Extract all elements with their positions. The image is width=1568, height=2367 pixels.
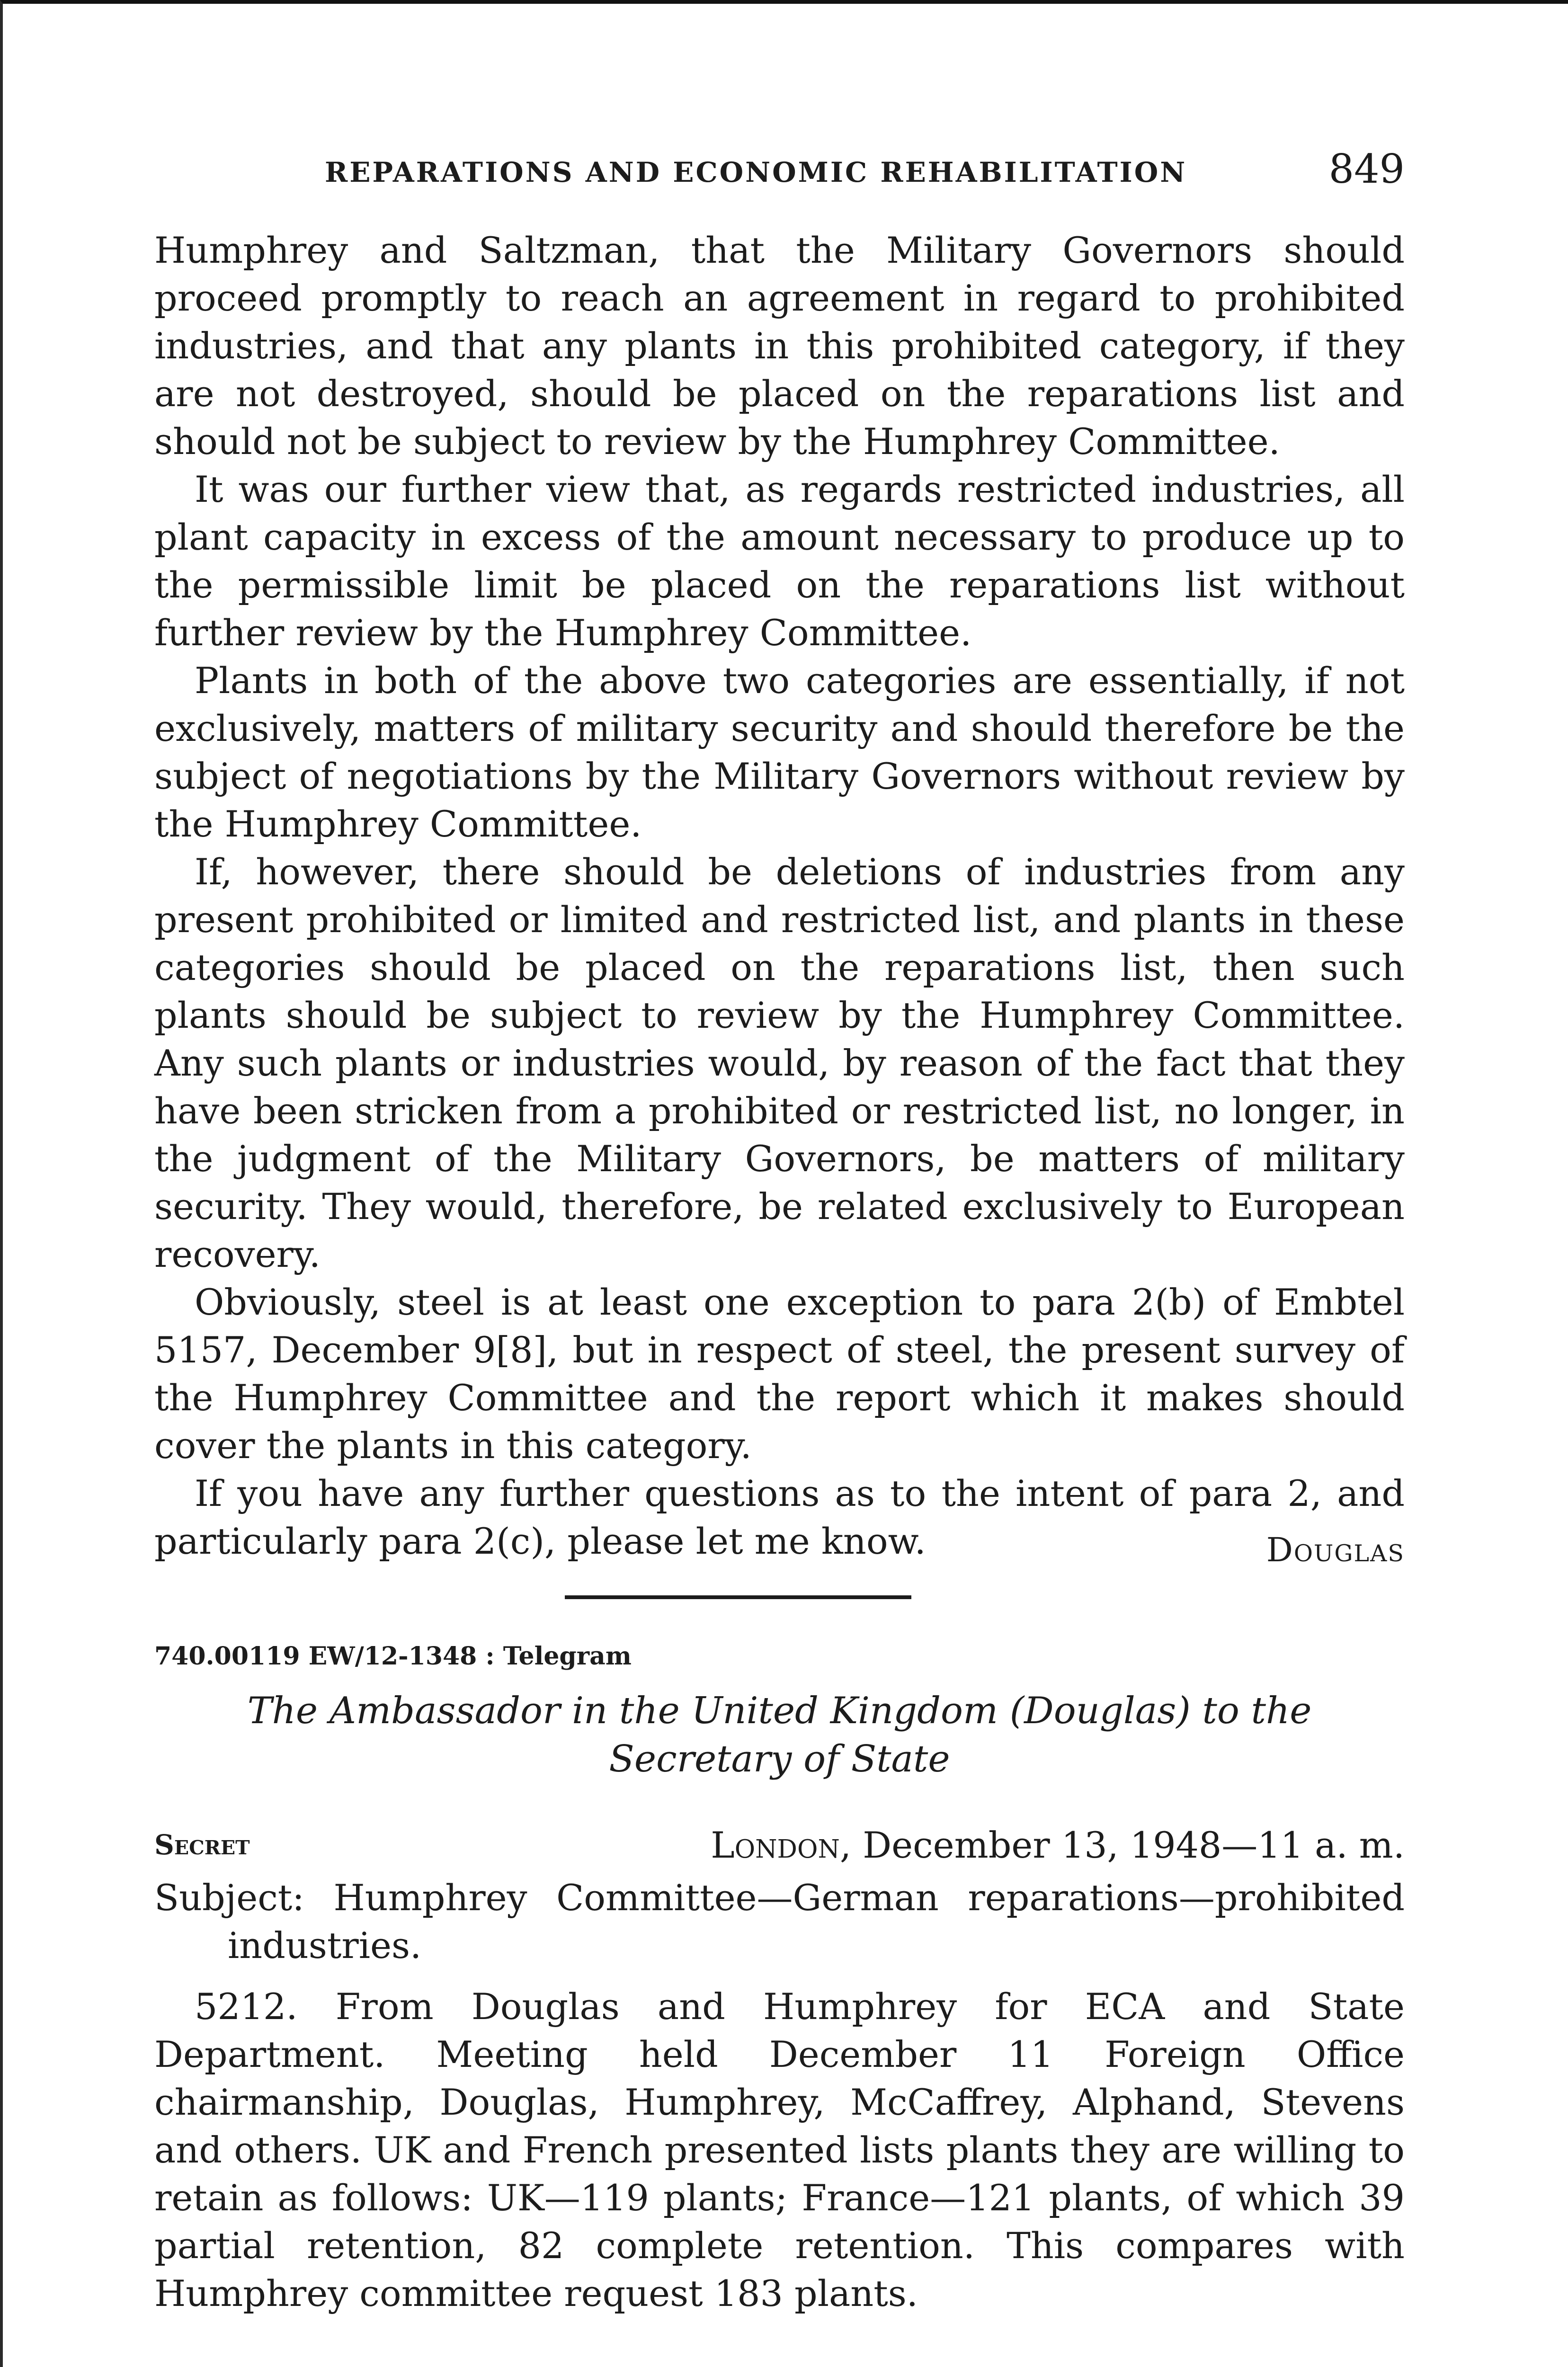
paragraph: Plants in both of the above two categories are essentially, if not exclusively, matters of military security and should therefore be the subject of negotiations by the Military Governors without review by the Humphrey Committee. xyxy=(154,659,1405,845)
subject-line: Subject: Humphrey Committee—German reparations—prohibited industries. xyxy=(154,1877,1405,1967)
classification-label: Secret xyxy=(154,1829,250,1861)
paragraph: It was our further view that, as regards restricted industries, all plant capacity in excess of the amount necessary to produce up to the permissible limit be placed on the reparations list without further review by the Humphrey Committee. xyxy=(154,468,1405,654)
section-divider xyxy=(565,1595,911,1599)
page-header xyxy=(154,146,1405,193)
document-title: The Ambassador in the United Kingdom (Douglas) to the Secretary of State xyxy=(247,1690,1312,1780)
file-reference: 740.00119 EW/12-1348 : Telegram xyxy=(154,1642,632,1671)
place: London xyxy=(711,1824,840,1866)
page-number: 849 xyxy=(1328,146,1405,192)
paragraph: Obviously, steel is at least one exception to para 2(b) of Embtel 5157, December 9[8], but in respect of steel, the present survey of the Humphrey Committee and the report which it makes should cover the plants in this category. xyxy=(154,1281,1405,1467)
running-head: REPARATIONS AND ECONOMIC REHABILITATION xyxy=(325,156,1187,188)
signature: Douglas xyxy=(1266,1531,1405,1569)
paragraph: If you have any further questions as to the intent of para 2, and particularly para 2(c), please let me know. xyxy=(154,1472,1405,1562)
date-time: , December 13, 1948—11 a. m. xyxy=(839,1824,1405,1866)
place-date xyxy=(711,1824,1405,1866)
letter-body xyxy=(154,226,1405,1565)
telegram-message: 5212. From Douglas and Humphrey for ECA and State Department. Meeting held December 11 Foreign Office chairmanship, Douglas, Humphrey, McCaffrey, Alphand, Stevens and others. UK and French presented lists plants they are willing to retain as follows: UK—119 plants; France—121 plants, of which 39 partial retention, 82 complete retention. This compares with Humphrey committee request 183 plants. xyxy=(154,1985,1405,2314)
paragraph: If, however, there should be deletions of industries from any present prohibited or limited and restricted list, and plants in these categories should be placed on the reparations list, then such plants should be subject to review by the Humphrey Committee. Any such plants or industries would, by reason of the fact that they have been stricken from a prohibited or restricted list, no longer, in the judgment of the Military Governors, be matters of military security. They would, therefore, be related exclusively to European recovery. xyxy=(154,851,1405,1275)
paragraph: Humphrey and Saltzman, that the Military Governors should proceed promptly to reach an agreement in regard to prohibited industries, and that any plants in this prohibited category, if they are not destroyed, should be placed on the reparations list and should not be subject to review by the Humphrey Committee. xyxy=(154,229,1405,463)
